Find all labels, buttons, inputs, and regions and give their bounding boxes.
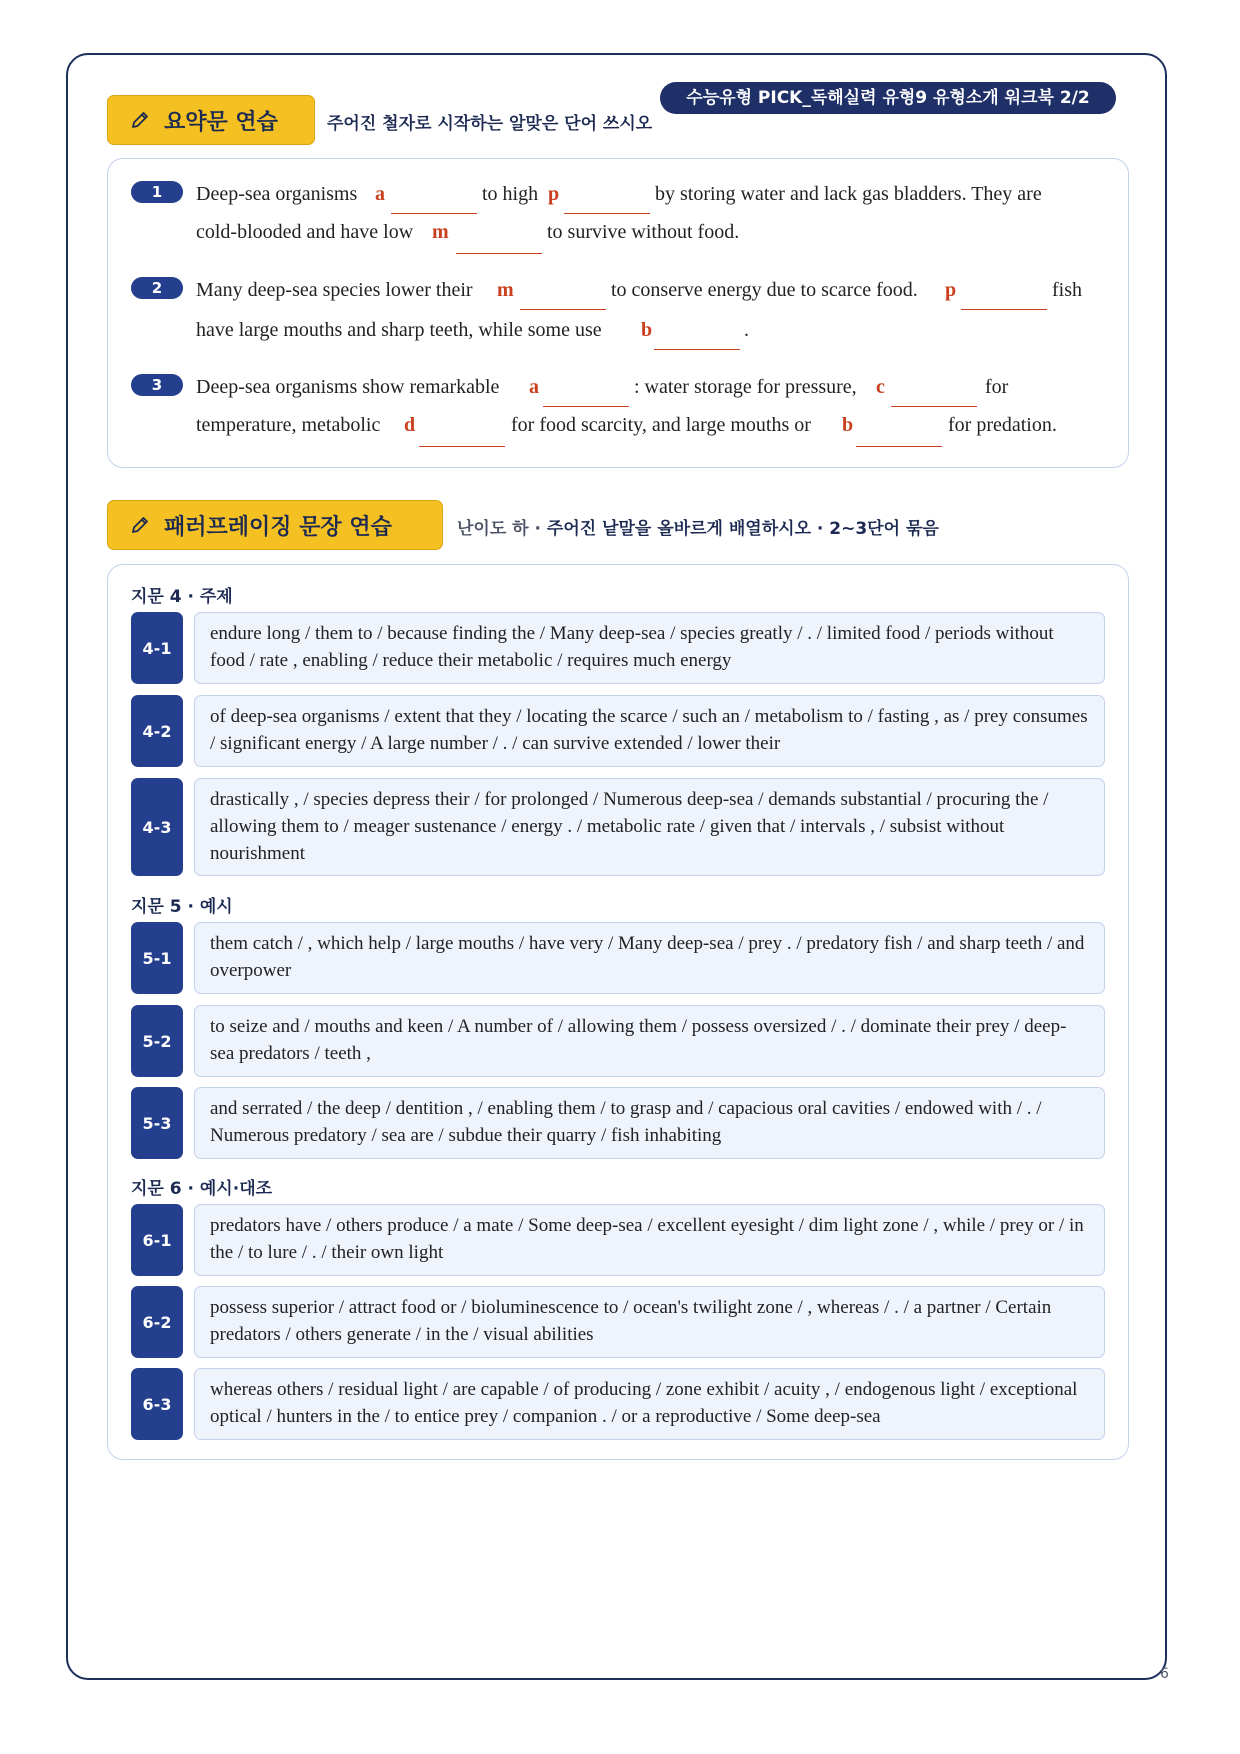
paraphrase-item — [131, 1005, 1105, 1077]
paraphrase-item — [131, 1204, 1105, 1276]
summary-text: for — [985, 376, 1009, 398]
item-number: 4-3 — [131, 778, 183, 876]
blank-initial: b — [641, 319, 653, 341]
summary-text: have large mouths and sharp teeth, while some use — [196, 319, 602, 341]
summary-text: . — [744, 319, 749, 341]
summary-text: to survive without food. — [547, 221, 740, 243]
paraphrase-item — [131, 695, 1105, 767]
blank-initial: p — [945, 279, 957, 301]
item-number: 5-3 — [131, 1087, 183, 1159]
paraphrase-item — [131, 922, 1105, 994]
summary-text: : water storage for pressure, — [634, 376, 857, 398]
summary-section-title: 요약문 연습 — [164, 109, 278, 135]
paraphrase-item — [131, 1087, 1105, 1159]
workbook-badge: 수능유형 PICK_독해실력 유형9 유형소개 워크북 2/2 — [660, 82, 1116, 114]
word-chunks: predators have / others produce / a mate / Some deep-sea / excellent eyesight / dim light zone / , while / prey or / in the / to lure / . / their own light — [194, 1204, 1105, 1276]
blank-initial: a — [375, 183, 385, 205]
word-chunks: to seize and / mouths and keen / A number of / allowing them / possess oversized / . / dominate their prey / deep-sea predators / teeth , — [194, 1005, 1105, 1077]
blank-initial: a — [529, 376, 539, 398]
blank-initial: m — [432, 221, 449, 243]
summary-text: for predation. — [948, 414, 1057, 436]
paraphrase-item — [131, 612, 1105, 684]
item-number: 5-2 — [131, 1005, 183, 1077]
paraphrase-section-header — [107, 500, 443, 550]
answer-blank[interactable] — [419, 446, 505, 447]
summary-item-number: 1 — [131, 181, 183, 203]
paraphrase-instruction-line — [457, 514, 939, 539]
summary-text: Many deep-sea species lower their — [196, 279, 473, 301]
blank-initial: p — [548, 183, 560, 205]
summary-section-header — [107, 95, 315, 145]
answer-blank[interactable] — [520, 309, 606, 310]
summary-text: by storing water and lack gas bladders. They are — [655, 183, 1042, 205]
word-chunks: whereas others / residual light / are capable / of producing / zone exhibit / acuity , / endogenous light / exceptional optical / hunters in the / to entice prey / companion . / or a reproductive / Some deep-sea — [194, 1368, 1105, 1440]
summary-text: to conserve energy due to scarce food. — [611, 279, 918, 301]
word-chunks: possess superior / attract food or / bioluminescence to / ocean's twilight zone / , whereas / . / a partner / Certain predators / others generate / in the / visual abilities — [194, 1286, 1105, 1358]
item-number: 6-2 — [131, 1286, 183, 1358]
answer-blank[interactable] — [654, 349, 740, 350]
paraphrase-instruction: 주어진 낱말을 올바르게 배열하시오 · 2~3단어 묶음 — [546, 519, 939, 539]
difficulty-label: 난이도 하 · — [457, 519, 541, 539]
summary-text: Deep-sea organisms — [196, 183, 358, 205]
summary-text: Deep-sea organisms show remarkable — [196, 376, 500, 398]
blank-initial: d — [404, 414, 416, 436]
word-chunks: endure long / them to / because finding the / Many deep-sea / species greatly / . / limited food / periods without food / rate , enabling / reduce their metabolic / requires much energy — [194, 612, 1105, 684]
summary-text: cold-blooded and have low — [196, 221, 414, 243]
pencil-icon — [130, 515, 150, 535]
summary-text: temperature, metabolic — [196, 414, 381, 436]
item-number: 5-1 — [131, 922, 183, 994]
answer-blank[interactable] — [961, 309, 1047, 310]
passage-label: 지문 5 · 예시 — [131, 897, 233, 917]
paraphrase-item — [131, 1368, 1105, 1440]
answer-blank[interactable] — [543, 406, 629, 407]
paraphrase-item — [131, 1286, 1105, 1358]
answer-blank[interactable] — [391, 213, 477, 214]
summary-instruction: 주어진 철자로 시작하는 알맞은 단어 쓰시오 — [327, 114, 653, 134]
answer-blank[interactable] — [856, 446, 942, 447]
passage-label: 지문 6 · 예시·대조 — [131, 1179, 273, 1199]
summary-text: fish — [1052, 279, 1082, 301]
page-number: 6 — [1160, 1666, 1169, 1682]
word-chunks: and serrated / the deep / dentition , / enabling them / to grasp and / capacious oral cavities / endowed with / . / Numerous predatory / sea are / subdue their quarry / fish inhabiting — [194, 1087, 1105, 1159]
word-chunks: of deep-sea organisms / extent that they / locating the scarce / such an / metabolism to / fasting , as / prey consumes / significant energy / A large number / . / can survive extended / lower their — [194, 695, 1105, 767]
paraphrase-item — [131, 778, 1105, 876]
item-number: 4-2 — [131, 695, 183, 767]
pencil-icon — [130, 110, 150, 130]
paraphrase-section-title: 패러프레이징 문장 연습 — [164, 514, 392, 540]
item-number: 6-3 — [131, 1368, 183, 1440]
word-chunks: drastically , / species depress their / for prolonged / Numerous deep-sea / demands substantial / procuring the / allowing them to / meager sustenance / energy . / metabolic rate / given that / intervals , / subsist without nourishment — [194, 778, 1105, 876]
summary-item-number: 3 — [131, 374, 183, 396]
item-number: 4-1 — [131, 612, 183, 684]
answer-blank[interactable] — [564, 213, 650, 214]
item-number: 6-1 — [131, 1204, 183, 1276]
answer-blank[interactable] — [456, 253, 542, 254]
passage-label: 지문 4 · 주제 — [131, 587, 233, 607]
summary-text: for food scarcity, and large mouths or — [511, 414, 811, 436]
blank-initial: m — [497, 279, 514, 301]
word-chunks: them catch / , which help / large mouths / have very / Many deep-sea / prey . / predatory fish / and sharp teeth / and overpower — [194, 922, 1105, 994]
blank-initial: c — [876, 376, 885, 398]
blank-initial: b — [842, 414, 854, 436]
answer-blank[interactable] — [891, 406, 977, 407]
summary-item-number: 2 — [131, 277, 183, 299]
summary-text: to high — [482, 183, 539, 205]
